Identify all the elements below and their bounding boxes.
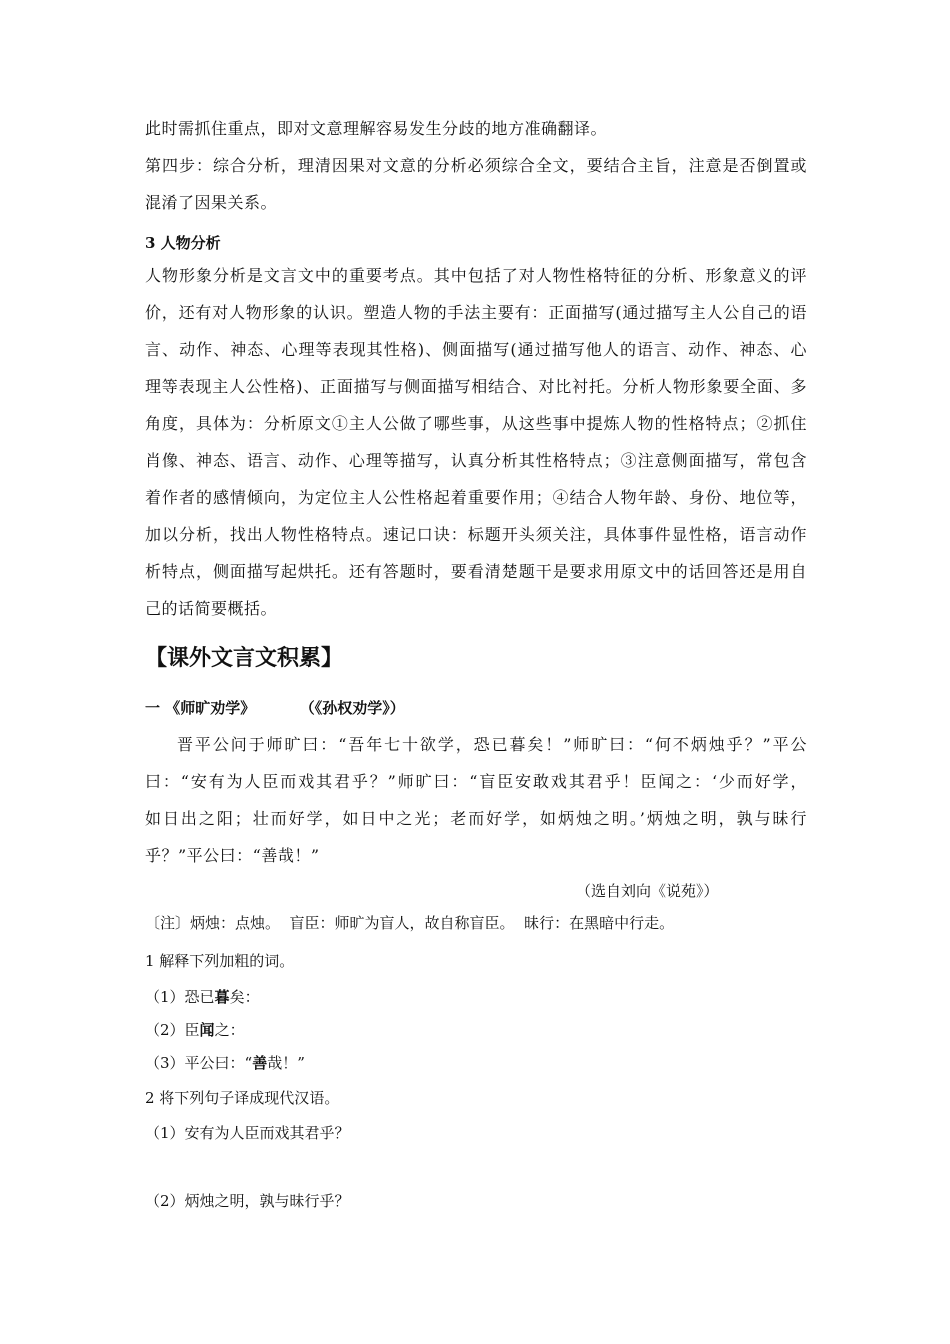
passage-title	[145, 697, 405, 719]
text-line: 此时需抓住重点，即对文意理解容易发生分歧的地方准确翻译。	[145, 119, 608, 138]
passage-title-related: （《孙权劝学》）	[299, 699, 405, 717]
text-line: 角度，具体为：分析原文①主人公做了哪些事，从这些事中提炼人物的性格特点；②抓住	[145, 414, 807, 433]
passage-title-main: 一 《师旷劝学》	[145, 699, 256, 717]
passage-line: 晋平公问于师旷曰：“吾年七十欲学，恐已暮矣！”师旷曰：“何不炳烛乎？”平公	[177, 735, 807, 754]
bold-word: 暮	[214, 988, 230, 1006]
question-2-item: （2）炳烛之明，孰与昧行乎？	[145, 1192, 350, 1210]
item-text: （3）平公曰：“	[145, 1054, 253, 1072]
item-text: 矣：	[229, 988, 260, 1006]
passage-line: 曰：“安有为人臣而戏其君乎？”师旷曰：“盲臣安敢戏其君乎！臣闻之：‘少而好学，	[145, 772, 807, 791]
passage-line: 如日出之阳；壮而好学，如日中之光；老而好学，如炳烛之明。’炳烛之明，孰与昧行	[145, 809, 807, 828]
item-text: 哉！”	[267, 1054, 305, 1072]
question-2-item: （1）安有为人臣而戏其君乎？	[145, 1124, 350, 1142]
question-1-title: 1 解释下列加粗的词。	[145, 952, 295, 970]
question-1-item	[145, 986, 260, 1008]
passage-line: 乎？”平公曰：“善哉！”	[145, 846, 320, 865]
text-line: 理等表现主人公性格)、正面描写与侧面描写相结合、对比衬托。分析人物形象要全面、多	[145, 377, 807, 396]
item-text: （1）恐已	[145, 988, 215, 1006]
item-text: （2）臣	[145, 1021, 200, 1039]
section-title: 【课外文言文积累】	[145, 646, 344, 671]
bold-word: 善	[252, 1054, 268, 1072]
text-line: 析特点，侧面描写起烘托。还有答题时，要看清楚题干是要求用原文中的话回答还是用自	[145, 562, 807, 581]
question-1-item	[145, 1052, 305, 1074]
passage-source: （选自刘向《说苑》）	[576, 882, 719, 900]
text-line: 己的话简要概括。	[145, 599, 278, 618]
bold-word: 闻	[199, 1021, 215, 1039]
question-1-item	[145, 1019, 245, 1041]
text-line: 言、动作、神态、心理等表现其性格)、侧面描写(通过描写他人的语言、动作、神态、心	[145, 340, 807, 359]
text-line: 着作者的感情倾向，为定位主人公性格起着重要作用；④结合人物年龄、身份、地位等，	[145, 488, 807, 507]
item-text: 之：	[214, 1021, 245, 1039]
text-line: 肖像、神态、语言、动作、心理等描写，认真分析其性格特点；③注意侧面描写，常包含	[145, 451, 807, 470]
question-2-title: 2 将下列句子译成现代汉语。	[145, 1089, 340, 1107]
annotation-note: 〔注〕炳烛：点烛。 盲臣：师旷为盲人，故自称盲臣。 昧行：在黑暗中行走。	[145, 914, 675, 932]
text-line: 混淆了因果关系。	[145, 193, 278, 212]
text-line: 人物形象分析是文言文中的重要考点。其中包括了对人物性格特征的分析、形象意义的评	[145, 266, 807, 285]
text-line: 价，还有对人物形象的认识。塑造人物的手法主要有：正面描写(通过描写主人公自己的语	[145, 303, 807, 322]
text-line: 第四步：综合分析，理清因果对文意的分析必须综合全文，要结合主旨，注意是否倒置或	[145, 156, 807, 175]
section-heading: 3 人物分析	[145, 234, 221, 252]
text-line: 加以分析，找出人物性格特点。速记口诀：标题开头须关注，具体事件显性格，语言动作	[145, 525, 807, 544]
